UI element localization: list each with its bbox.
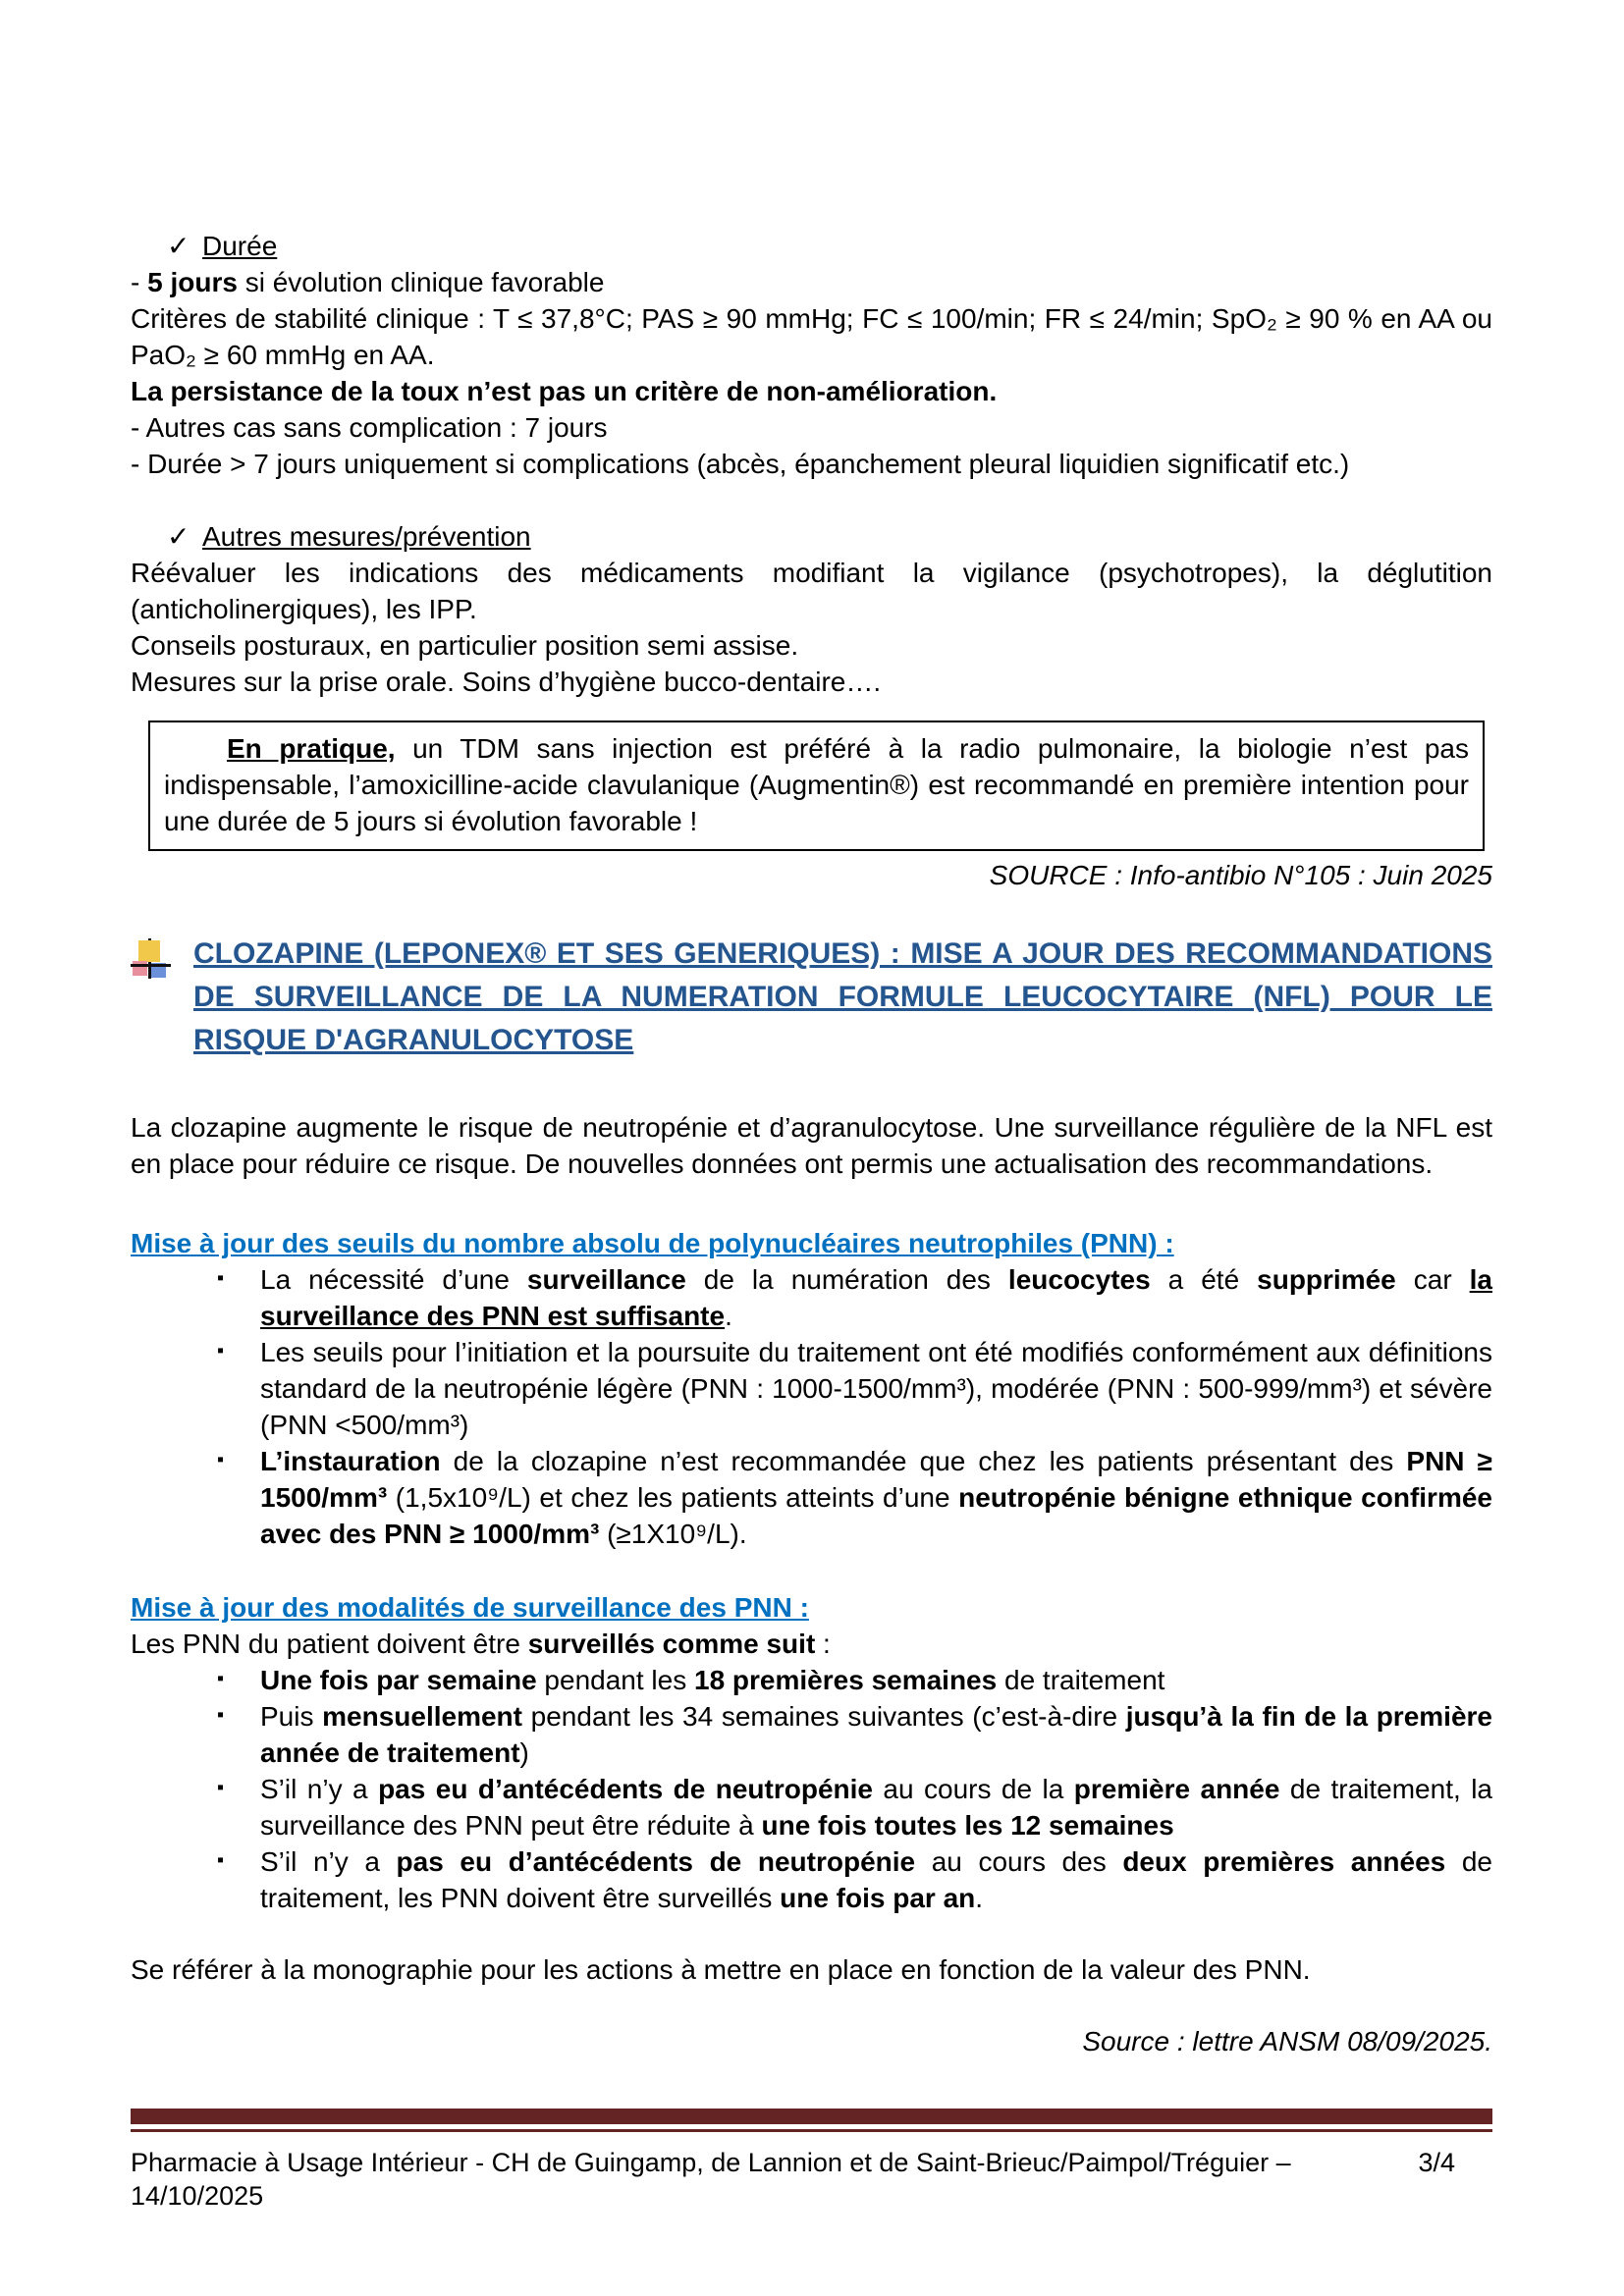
autres-mesures-heading: Autres mesures/prévention [202,521,531,552]
clozapine-closing: Se référer à la monographie pour les actions à mettre en place en fonction de la valeur des PNN. [131,1954,1311,1985]
modalites-bullet-1: Une fois par semaine pendant les 18 premières semaines de traitement [260,1665,1165,1695]
duree-heading: Durée [202,231,278,261]
clozapine-heading-block [131,933,1492,1062]
duree-line-duree7: - Durée > 7 jours uniquement si complications (abcès, épanchement pleural liquidien significatif etc.) [131,449,1350,479]
seuils-bullet-2: Les seuils pour l’initiation et la poursuite du traitement ont été modifiés conformément aux définitions standard de la neutropénie légère (PNN : 1000-1500/mm³), modérée (PNN : 500-999/mm³) et sévère (PNN <500/mm³) [260,1337,1492,1440]
duree-line-autres-cas: - Autres cas sans complication : 7 jours [131,412,608,443]
footer-text: Pharmacie à Usage Intérieur - CH de Guingamp, de Lannion et de Saint-Brieuc/Paimpol/Tréguier – 14/10/2025 [131,2148,1291,2211]
clozapine-intro: La clozapine augmente le risque de neutropénie et d’agranulocytose. Une surveillance régulière de la NFL est en place pour réduire ce risque. De nouvelles données ont permis une actualisation des recommandations. [131,1112,1492,1179]
duree-heading-line [131,228,1492,264]
list-item [131,1443,1492,1552]
square-bullet-icon: ▪ [217,1267,225,1289]
square-bullet-icon: ▪ [217,1449,225,1470]
footer-page-number: 3/4 [1418,2148,1455,2177]
seuils-bullet-1: La nécessité d’une surveillance de la numération des leucocytes a été supprimée car la surveillance des PNN est suffisante. [260,1264,1492,1331]
clozapine-title: CLOZAPINE (LEPONEX® ET SES GENERIQUES) : MISE A JOUR DES RECOMMANDATIONS DE SURVEILLANCE DE LA NUMERATION FORMULE LEUCOCYTAIRE (NFL) POUR LE RISQUE D'AGRANULOCYTOSE [193,937,1492,1056]
source-ansm: Source : lettre ANSM 08/09/2025. [1082,2026,1492,2056]
square-bullet-icon: ▪ [217,1849,225,1871]
check-icon: ✓ [167,231,190,261]
source-info-antibio: SOURCE : Info-antibio N°105 : Juin 2025 [989,860,1492,890]
list-item [131,1698,1492,1771]
seuils-bullet-3: L’instauration de la clozapine n’est recommandée que chez les patients présentant des PNN ≥ 1500/mm³ (1,5x10⁹/L) et chez les patients atteints d’une neutropénie bénigne ethnique confirmée avec des PNN ≥ 1000/mm³ (≥1X10⁹/L). [260,1446,1492,1549]
en-pratique-text: En pratique, un TDM sans injection est préféré à la radio pulmonaire, la biologie n’est pas indispensable, l’amoxicilline-acide clavulanique (Augmentin®) est recommandé en première intention pour une durée de 5 jours si évolution favorable ! [164,733,1469,836]
square-bullet-icon: ▪ [217,1704,225,1726]
modalites-bullet-2: Puis mensuellement pendant les 34 semaines suivantes (c’est-à-dire jusqu’à la fin de la première année de traitement) [260,1701,1492,1768]
seuils-subheading: Mise à jour des seuils du nombre absolu de polynucléaires neutrophiles (PNN) : [131,1228,1174,1258]
list-item [131,1334,1492,1443]
square-bullet-icon: ▪ [217,1340,225,1362]
list-item [131,1771,1492,1843]
colored-squares-bullet-icon [131,938,174,984]
square-bullet-icon: ▪ [217,1668,225,1689]
modalites-subheading: Mise à jour des modalités de surveillance des PNN : [131,1592,809,1623]
footer-thin-rule [131,2129,1492,2132]
icon-yellow-square [138,940,160,962]
autres-para-reevaluer: Réévaluer les indications des médicaments modifiant la vigilance (psychotropes), la déglutition (anticholinergiques), les IPP. [131,558,1492,624]
duree-line-5jours: - 5 jours si évolution clinique favorable [131,267,605,297]
spacer [131,482,1492,518]
icon-horizontal-line [131,964,171,967]
en-pratique-box [148,721,1485,851]
duree-line-persistance: La persistance de la toux n’est pas un critère de non-amélioration. [131,376,998,406]
check-icon: ✓ [167,521,190,552]
autres-mesures-heading-line [131,518,1492,555]
modalites-lead: Les PNN du patient doivent être surveillés comme suit : [131,1629,831,1659]
footer-thick-rule [131,2109,1492,2124]
list-item [131,1843,1492,1916]
duree-line-criteres: Critères de stabilité clinique : T ≤ 37,8°C; PAS ≥ 90 mmHg; FC ≤ 100/min; FR ≤ 24/min; SpO₂ ≥ 90 % en AA ou PaO₂ ≥ 60 mmHg en AA. [131,303,1492,370]
list-item [131,1261,1492,1334]
modalites-bullet-4: S’il n’y a pas eu d’antécédents de neutropénie au cours des deux premières années de traitement, les PNN doivent être surveillés une fois par an. [260,1846,1493,1913]
footer-text-row [131,2146,1492,2213]
autres-para-mesures: Mesures sur la prise orale. Soins d’hygiène bucco-dentaire…. [131,667,882,697]
page-footer [131,2109,1492,2213]
list-item [131,1662,1492,1698]
modalites-bullet-3: S’il n’y a pas eu d’antécédents de neutropénie au cours de la première année de traitement, la surveillance des PNN peut être réduite à une fois toutes les 12 semaines [260,1774,1492,1841]
autres-para-conseils: Conseils posturaux, en particulier position semi assise. [131,630,799,661]
square-bullet-icon: ▪ [217,1777,225,1798]
